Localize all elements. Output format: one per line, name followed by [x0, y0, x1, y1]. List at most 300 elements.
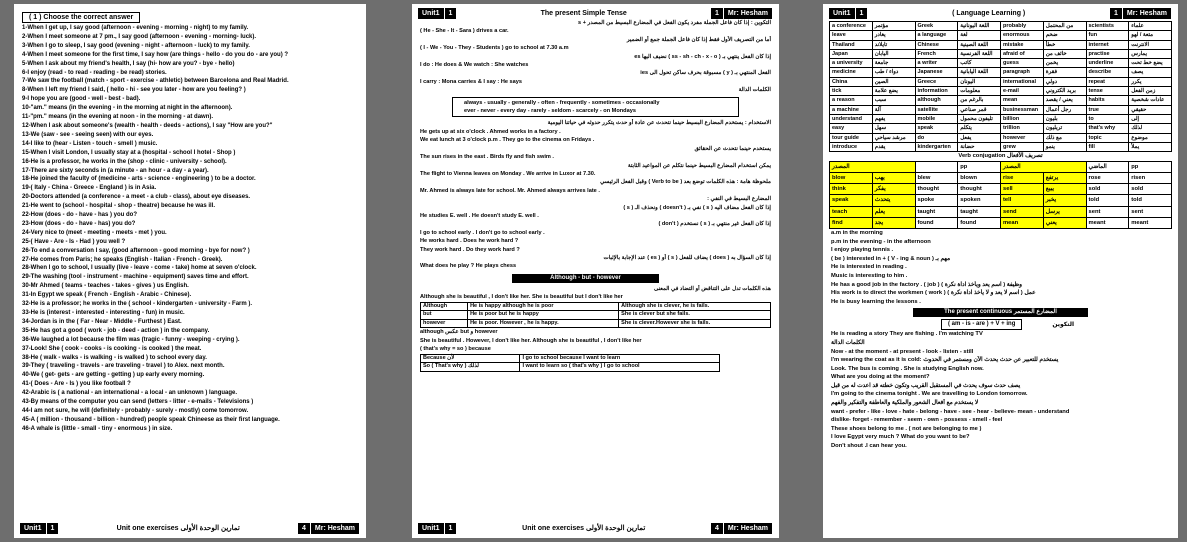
verb-cell: sold	[1129, 184, 1172, 195]
text-line: His work is to direct the workmen ( work ) عمل ( اسم لا يعد و لا يأخذ اداة نكرة )	[831, 290, 1036, 297]
verb-cell: يعني	[1043, 217, 1086, 228]
vocab-row	[830, 77, 1172, 86]
text-line: I'm wearing the coat as it is cold: يستخدم للتعبير عن حدث يحدث الآن ومستمر في الحدوث	[831, 357, 1059, 364]
footer-title: Unit one exercises تمارين الوحدة الأولى	[59, 523, 298, 534]
table-cell: although	[915, 96, 958, 105]
contrast-note: هذه الكلمات تدل على التناقض أو التضاد في المعنى	[653, 285, 771, 292]
table-cell: She is clever but she fails.	[619, 311, 771, 320]
table-cell: Japanese	[915, 68, 958, 77]
text-line: 14-I like to (hear - Listen - touch - smell ) music.	[22, 140, 158, 147]
table-cell: repeat	[1086, 77, 1129, 86]
table-cell: متعة / لهو	[1129, 31, 1172, 40]
text-line: The flight to Vienna leaves on Monday . We arrive in Luxor at 7.30.	[420, 170, 596, 177]
verb-header-cell	[915, 161, 958, 172]
contrast-table	[420, 302, 771, 329]
table-cell: I want to learn so ( that's why ) I go to school	[520, 363, 720, 372]
text-line: 37-Look! She ( cook - cooks - is cooking - is cooked ) the meat.	[22, 345, 202, 352]
table-cell: understand	[830, 114, 873, 123]
verb-cell: يفكر	[872, 184, 915, 195]
table-cell: يفهم	[872, 114, 915, 123]
table-cell: حضانة	[958, 142, 1001, 151]
table-cell: يضع خط تحت	[1129, 59, 1172, 68]
table-cell: يتكلم	[958, 124, 1001, 133]
table-cell: جامعة	[872, 59, 915, 68]
table-cell: اللغة الفرنسية	[958, 49, 1001, 58]
table-cell: a language	[915, 31, 958, 40]
table-cell: بالرغم من	[958, 96, 1001, 105]
table-cell: but	[421, 311, 468, 320]
text-line: 30-Mr Ahmed ( teams - teaches - takes - gives ) us English.	[22, 283, 189, 290]
table-cell: kindergarten	[915, 142, 958, 151]
text-line: الاستخدام : يستخدم المضارع البسيط حينما نتحدث عن عادة أو حدث يتكرر حدوثه في حياتنا اليومية	[547, 120, 771, 127]
table-cell: اليابان	[872, 49, 915, 58]
continuous-notes	[823, 330, 1178, 450]
vocab-row	[830, 68, 1172, 77]
text-line: He is interested in reading .	[831, 264, 907, 271]
text-line: I carry : Mona carries & I say : He says	[420, 78, 522, 85]
text-line: ever - never - every day - rarely - seldom - scarcely - on Mondays	[464, 108, 636, 115]
table-cell: حقيقي	[1129, 105, 1172, 114]
text-line: 17-There are sixty seconds in (a minute - an hour - a day - a year).	[22, 167, 209, 174]
table-cell: يمارس	[1129, 49, 1172, 58]
table-cell: دولي	[1043, 77, 1086, 86]
verb-cell: يتحدث	[872, 195, 915, 206]
verb-header-cell: المصدر	[1001, 161, 1087, 172]
table-cell: مع ذلك	[1043, 133, 1086, 142]
table-cell: تايلاند	[872, 40, 915, 49]
table-cell: tour guide	[830, 133, 873, 142]
table-cell: mobile	[915, 114, 958, 123]
verb-cell: taught	[958, 206, 1001, 217]
text-line: What are you doing at the moment?	[831, 374, 930, 381]
table-cell: afraid of	[1001, 49, 1044, 58]
table-cell: لذلك	[1129, 124, 1172, 133]
vocab-row	[830, 49, 1172, 58]
header-num: 1	[445, 8, 458, 19]
page2-header	[418, 8, 773, 19]
page3-header	[829, 8, 1172, 19]
table-cell: يكرر	[1129, 77, 1172, 86]
table-cell: describe	[1086, 68, 1129, 77]
table-cell: بريد الكتروني	[1043, 87, 1086, 96]
text-line: 12-When I ask about someone's (wealth - health - deeds - actions), I say "How are you?"	[22, 122, 273, 129]
verb-cell: spoke	[915, 195, 958, 206]
vocab-row	[830, 142, 1172, 151]
table-cell: رجل أعمال	[1043, 105, 1086, 114]
vocab-row	[830, 40, 1172, 49]
page2-footer	[418, 523, 773, 534]
text-line: She is beautiful . However, I don't like her. Although she is beautiful , I don't like her	[420, 337, 642, 344]
verb-cell: blown	[958, 172, 1001, 183]
verb-row	[830, 217, 1172, 228]
text-line: He gets up at six o'clock . Ahmed works in a factory .	[420, 128, 561, 135]
text-line: 16-He is a professor, he works in the (shop - clinic - university - school).	[22, 158, 227, 165]
footer-teacher: Mr: Hesham	[724, 523, 773, 534]
table-cell: I go to school because I want to learn	[520, 354, 720, 363]
text-line: أما من التصريف الأول فقط إذا كان فاعل الجملة جمع أو الضمير	[626, 36, 771, 43]
text-line: I do : He does & We watch : She watches	[420, 62, 529, 69]
verb-cell: found	[915, 217, 958, 228]
vocab-row	[830, 133, 1172, 142]
table-cell: لغة	[958, 31, 1001, 40]
vocab-row	[830, 87, 1172, 96]
table-cell: a reason	[830, 96, 873, 105]
table-cell: معلومات	[958, 87, 1001, 96]
verb-header-row	[830, 161, 1172, 172]
table-cell: يغادر	[872, 31, 915, 40]
table-cell: easy	[830, 124, 873, 133]
text-line: 33-He is (interest - interested - interesting - fun) in music.	[22, 310, 185, 316]
table-cell: to	[1086, 114, 1129, 123]
table-cell: a writer	[915, 59, 958, 68]
verb-row	[830, 206, 1172, 217]
text-line: إذا كان الفعل غير منتهي بـ ( s ) نستخدم ( don't )	[658, 221, 771, 228]
table-cell: تريليون	[1043, 124, 1086, 133]
table-cell: Because لأن	[421, 354, 520, 363]
text-line: He is busy learning the lessons .	[831, 298, 921, 305]
footer-num: 1	[445, 523, 458, 534]
verb-cell: send	[1001, 206, 1044, 217]
table-cell: Although she is clever, he is fails.	[619, 302, 771, 311]
verb-header-cell: المصدر	[830, 161, 916, 172]
text-line: Look. The bus is coming . She is studying English now.	[831, 365, 984, 372]
header-title: ( Language Learning )	[868, 8, 1110, 19]
text-line: 23-How (does - do - have - has) you do?	[22, 220, 136, 227]
footer-page: 4	[298, 523, 311, 534]
table-cell: international	[1001, 77, 1044, 86]
verb-row	[830, 195, 1172, 206]
table-cell: that's why	[1086, 124, 1129, 133]
text-line: 2-When I meet someone at 7 pm., I say good (afternoon - evening - morning- luck).	[22, 33, 257, 40]
table-cell: مرشد سياحي	[872, 133, 915, 142]
page1-footer	[20, 523, 360, 534]
vocab-row	[830, 31, 1172, 40]
table-cell: French	[915, 49, 958, 58]
text-line: 11-"pm." means (in the evening at noon - in the morning - at dawn).	[22, 114, 214, 121]
vocab-row	[830, 105, 1172, 114]
table-cell: So ( That's why ) لذلك	[421, 363, 520, 372]
table-cell: Japan	[830, 49, 873, 58]
footer-unit: Unit1	[20, 523, 47, 534]
text-line: I'm going to the cinema tonight . We are travelling to London tomorrow.	[831, 391, 1028, 398]
footer-num: 1	[47, 523, 60, 534]
table-cell: speak	[915, 124, 958, 133]
continuous-formula: ( am - is - are ) + V + ing	[941, 319, 1022, 330]
table-cell: يضع علامة	[872, 87, 915, 96]
table-cell: من المحتمل	[1043, 22, 1086, 31]
text-line: He studies E. well . He doesn't study E. well .	[420, 212, 539, 219]
text-line: 45-A ( million - thousand - billion - hundred) people speak Chineese as their first language.	[22, 416, 280, 423]
text-line: always - usually - generally - often - frequently - sometimes - occasionally	[464, 99, 660, 106]
text-line: 46-A whale is (little - small - tiny - enormous ) in size.	[22, 425, 173, 432]
footer-title: Unit one exercises تمارين الوحدة الأولى	[457, 523, 711, 534]
contrast-head: Although she is beautiful , I don't like her. She is beautiful but I don't like her	[420, 294, 623, 301]
table-cell: Although	[421, 302, 468, 311]
table-cell: introduce	[830, 142, 873, 151]
verb-cell: find	[830, 217, 873, 228]
vocabulary-table	[829, 21, 1172, 152]
page-present-simple	[412, 4, 779, 538]
table-cell: a conference	[830, 22, 873, 31]
verb-cell: teach	[830, 206, 873, 217]
verb-cell: thought	[958, 184, 1001, 195]
vocab-row	[830, 22, 1172, 31]
table-cell: يخمن	[1043, 59, 1086, 68]
verb-cell: thought	[915, 184, 958, 195]
text-line: I enjoy playing tennis .	[831, 247, 894, 254]
table-cell: tense	[1086, 87, 1129, 96]
text-line: إذا كان الفعل ينتهي بـ ( ss - sh - ch - x - o ) نضيف اليها es	[634, 53, 771, 60]
table-cell: يعني / يقصد	[1043, 96, 1086, 105]
verb-cell: يبيع	[1043, 184, 1086, 195]
verb-header-cell: الماضي	[1086, 161, 1129, 172]
text-line: الكلمات الدالة	[831, 339, 865, 346]
exercise-list	[14, 24, 366, 434]
table-cell: خطأ	[1043, 40, 1086, 49]
table-cell: ضخم	[1043, 31, 1086, 40]
verb-cell: يجد	[872, 217, 915, 228]
verb-table	[829, 161, 1172, 229]
because-table	[420, 354, 720, 372]
table-cell: internet	[1086, 40, 1129, 49]
text-line: ملحوظة هامة : هذه الكلمات توضع بعد ( Verb to be ) وقبل الفعل الرئيسي	[600, 179, 771, 186]
table-cell: مؤتمر	[872, 22, 915, 31]
text-line: These shoes belong to me . ( not are belonging to me )	[831, 425, 982, 432]
table-cell: ينمو	[1043, 142, 1086, 151]
verb-cell: blew	[915, 172, 958, 183]
header-unit: Unit1	[418, 8, 445, 19]
because-row	[421, 354, 720, 363]
continuous-label: التكوين	[1052, 321, 1075, 329]
table-cell: He is poor but he is happy	[468, 311, 619, 320]
verb-cell: sold	[1086, 184, 1129, 195]
text-line: التكوين : إذا كان فاعل الجملة مفرد يكون الفعل في المضارع البسيط من المصدر + s	[578, 20, 771, 26]
table-cell: paragraph	[1001, 68, 1044, 77]
text-line: Mr. Ahmed is always late for school. Mr. Ahmed always arrives late .	[420, 187, 600, 194]
table-cell: Chinese	[915, 40, 958, 49]
text-line: Now - at the moment - at present - look - listen - still	[831, 348, 974, 355]
text-line: 20-Doctors attended (a conference - a meet - a club - class), about eye diseases.	[22, 194, 251, 201]
usage-rules	[412, 119, 779, 270]
continuous-bar: The present continuous المضارع المستمر	[913, 308, 1088, 317]
text-line: 5-When I ask about my friend's health, I say (hi- how are you? - bye - hello)	[22, 60, 235, 67]
text-line: 6-I enjoy (read - to read - reading - be read) stories.	[22, 69, 167, 76]
verb-cell: يخبر	[1043, 195, 1086, 206]
text-line: 32-He is a professor; he works in the ( school - kindergarten - university - Farm ).	[22, 301, 253, 308]
verb-cell: tell	[1001, 195, 1044, 206]
vocab-row	[830, 114, 1172, 123]
text-line: 4-When I meet someone for the first time, I say how (are things - hello - do you do - are you) ?	[22, 51, 289, 58]
table-cell: businessman	[1001, 105, 1044, 114]
verb-cell: told	[1129, 195, 1172, 206]
text-line: يستخدم حينما نتحدث عن الحقائق	[694, 145, 771, 152]
verb-cell: taught	[915, 206, 958, 217]
text-line: ( be ) interested in + ( V - ing & noun ) مهم بـ	[831, 255, 951, 262]
footer-unit: Unit1	[418, 523, 445, 534]
verb-cell: speak	[830, 195, 873, 206]
table-cell: leave	[830, 31, 873, 40]
table-cell: بليون	[1043, 114, 1086, 123]
verb-cell: sent	[1086, 206, 1129, 217]
table-cell: خائف من	[1043, 49, 1086, 58]
page-language-learning	[823, 4, 1178, 538]
text-line: What does he play ? He plays chess	[420, 263, 517, 270]
contrast-notes	[412, 328, 779, 353]
text-line: 43-By means of the computer you can send (letters - litter - e-mails - Televisions )	[22, 399, 254, 406]
text-line: He works hard . Does he work hard ?	[420, 238, 519, 245]
table-cell: تليفون محمول	[958, 114, 1001, 123]
contrast-row	[421, 319, 771, 328]
verb-row	[830, 172, 1172, 183]
table-cell: آلة	[872, 105, 915, 114]
adverbs-title: الكلمات الدالة	[738, 87, 771, 94]
text-line: المضارع البسيط في النفي :	[707, 196, 771, 203]
table-cell: mistake	[1001, 40, 1044, 49]
verb-cell: blow	[830, 172, 873, 183]
table-cell: اللغة اليابانية	[958, 68, 1001, 77]
table-cell: probably	[1001, 22, 1044, 31]
verb-cell: sent	[1129, 206, 1172, 217]
text-line: Don't shout .I can hear you.	[831, 443, 907, 450]
table-cell: topic	[1086, 133, 1129, 142]
table-cell: اللغة اليونانية	[958, 22, 1001, 31]
table-cell: موضوع	[1129, 133, 1172, 142]
text-line: 8-When I left my friend I said, ( hello - hi - see you later - how are you feeling? )	[22, 87, 246, 94]
page-exercises	[14, 4, 366, 538]
table-cell: الصين	[872, 77, 915, 86]
table-cell: اليونان	[958, 77, 1001, 86]
table-cell: زمن الفعل	[1129, 87, 1172, 96]
text-line: although عكس but و however	[420, 329, 498, 336]
text-line: I love Egypt very much ? What do you want to be?	[831, 434, 970, 441]
text-line: 36-We laughed a lot because the film was (tragic - funny - weeping - crying ).	[22, 336, 240, 343]
verb-cell: think	[830, 184, 873, 195]
text-line: 28-When I go to school, I usually (live - leave - come - take) home at seven o'clock.	[22, 265, 257, 272]
text-line: 39-They ( traveling - travels - are traveling - travel ) to Alex. next month.	[22, 363, 225, 370]
table-cell: however	[421, 319, 468, 328]
verb-cell: يهب	[872, 172, 915, 183]
vocab-row	[830, 124, 1172, 133]
verb-cell: يرتفع	[1043, 172, 1086, 183]
table-cell: enormous	[1001, 31, 1044, 40]
header-num: 1	[856, 8, 869, 19]
verb-cell: sell	[1001, 184, 1044, 195]
text-line: 40-We ( get- gets - are getting - getting ) up early every morning.	[22, 372, 205, 379]
table-cell: scientists	[1086, 22, 1129, 31]
table-cell: Greek	[915, 22, 958, 31]
table-cell: mean	[1001, 96, 1044, 105]
table-cell: يصف	[1129, 68, 1172, 77]
text-line: 9-I hope you are (good - well - best - bad).	[22, 96, 141, 103]
text-line: 10-"am." means (in the evening - in the morning at night in the afternoon).	[22, 105, 233, 112]
text-line: الفعل المنتهي بـ ( y ) مسبوقة بحرف ساكن تحول الى ies	[640, 70, 771, 77]
table-cell: اللغة الصينية	[958, 40, 1001, 49]
text-line: 21-He went to (school - hospital - shop - theatre) because he was ill.	[22, 203, 216, 210]
table-cell: Greece	[915, 77, 958, 86]
text-line: 13-We (saw - see - seeing seen) with our eyes.	[22, 131, 154, 138]
text-line: The sun rises in the east . Birds fly and fish swim .	[420, 154, 554, 161]
text-line: إذا كان الفعل مضاف اليه ( s ) نفي بـ ( doesn't ) ونحذف الـ ( s )	[623, 204, 771, 211]
table-cell: He is happy although he is poor	[468, 302, 619, 311]
table-cell: He is poor. However , he is happy.	[468, 319, 619, 328]
table-cell: do	[915, 133, 958, 142]
table-cell: دواء / طب	[872, 68, 915, 77]
verb-row	[830, 184, 1172, 195]
because-row	[421, 363, 720, 372]
text-line: 35-He has got a good ( work - job - deed - action ) in the company.	[22, 327, 210, 334]
table-cell: true	[1086, 105, 1129, 114]
text-line: I go to school early . I don't go to school early .	[420, 229, 545, 236]
table-cell: يملأ	[1129, 142, 1172, 151]
text-line: يمكن استخدام المضارع البسيط حينما نتكلم عن المواعيد الثابتة	[627, 162, 771, 169]
text-line: 25-( Have - Are - Is - Had ) you well ?	[22, 238, 126, 245]
table-cell: tick	[830, 87, 873, 96]
verb-cell: يعلم	[872, 206, 915, 217]
contrast-bar: Although - but - however	[512, 274, 659, 283]
verb-cell: mean	[1001, 217, 1044, 228]
text-line: 22-How (does - do - have - has ) you do?	[22, 212, 138, 219]
table-cell: سهل	[872, 124, 915, 133]
text-line: 24-Very nice to (meet - meeting - meets - met ) you.	[22, 229, 167, 236]
text-line: want - prefer - like - love - hate - belong - have - see - hear - believe- mean - understand	[831, 408, 1070, 415]
text-line: He is reading a story They are fishing . I'm watching TV	[831, 331, 983, 338]
table-cell: however	[1001, 133, 1044, 142]
text-line: a.m in the morning	[831, 229, 883, 236]
text-line: 3-When I go to sleep, I say good (evening - night - afternoon - luck) to my family.	[22, 42, 250, 49]
text-line: dislike- forget - remember - seem - own - possess - smell - feel	[831, 417, 1003, 424]
notes	[823, 229, 1178, 306]
text-line: 15-When I visit London, I usually stay at a (hospital - school I hotel - Shop )	[22, 149, 236, 156]
text-line: 27-He comes from Paris; he speaks (English - Italian - French - Greek).	[22, 256, 223, 263]
text-line: 34-Jordan is in the ( Far - Near - Middle - Furthest ) East.	[22, 318, 182, 325]
table-cell: قمر صناعي	[958, 105, 1001, 114]
footer-teacher: Mr: Hesham	[311, 523, 360, 534]
table-cell: guess	[1001, 59, 1044, 68]
table-cell: medicine	[830, 68, 873, 77]
formation-rules	[412, 19, 779, 86]
footer-page: 4	[711, 523, 724, 534]
verb-title: Verb conjugation تصريف الأفعال	[958, 153, 1043, 160]
text-line: 44-I am not sure, he will (definitely - probably - surely - mostly) come tomorrow.	[22, 407, 249, 414]
table-cell: يقدم	[872, 142, 915, 151]
table-cell: information	[915, 87, 958, 96]
text-line: They work hard . Do they work hard ?	[420, 246, 520, 253]
text-line: 26-To end a conversation I say, (good afternoon - good morning - bye for now? )	[22, 247, 250, 254]
text-line: 29-The washing (tool - instrument - machine - equipment) saves time and effort.	[22, 274, 249, 281]
text-line: 1-When I get up, I say good (afternoon - evening - morning - night) to my family.	[22, 25, 249, 31]
table-cell: إلى	[1129, 114, 1172, 123]
verb-cell: found	[958, 217, 1001, 228]
table-cell: كاتب	[958, 59, 1001, 68]
header-unit: Unit1	[829, 8, 856, 19]
text-line: 38-He ( walk - walks - is walking - is walked ) to school every day.	[22, 354, 207, 361]
text-line: 42-Arabic is ( a national - an international - a local - an unknown ) language.	[22, 390, 238, 397]
text-line: 19-( Italy - China - Greece - England ) is in Asia.	[22, 185, 157, 192]
contrast-row	[421, 302, 771, 311]
verb-cell: يرسل	[1043, 206, 1086, 217]
verb-header-cell: pp	[1129, 161, 1172, 172]
text-line: He has a good job in the factory . ( job ) وظيفة ( اسم يعد ويأخذ اداة نكرة )	[831, 281, 1022, 288]
table-cell: علماء	[1129, 22, 1172, 31]
text-line: لا يستخدم مع أفعال الشعور والملكية والعاطفة والتفكير والفهم	[831, 400, 979, 407]
text-line: 18-He joined the faculty of (medicine - arts - science - engineering ) to be a doctor.	[22, 176, 256, 183]
verb-header-cell: pp	[958, 161, 1001, 172]
table-cell: habits	[1086, 96, 1129, 105]
text-line: ( that's why = so ) because	[420, 346, 491, 353]
text-line: p.m in the evening - in the afternoon	[831, 238, 931, 245]
table-cell: practise	[1086, 49, 1129, 58]
table-cell: فقرة	[1043, 68, 1086, 77]
